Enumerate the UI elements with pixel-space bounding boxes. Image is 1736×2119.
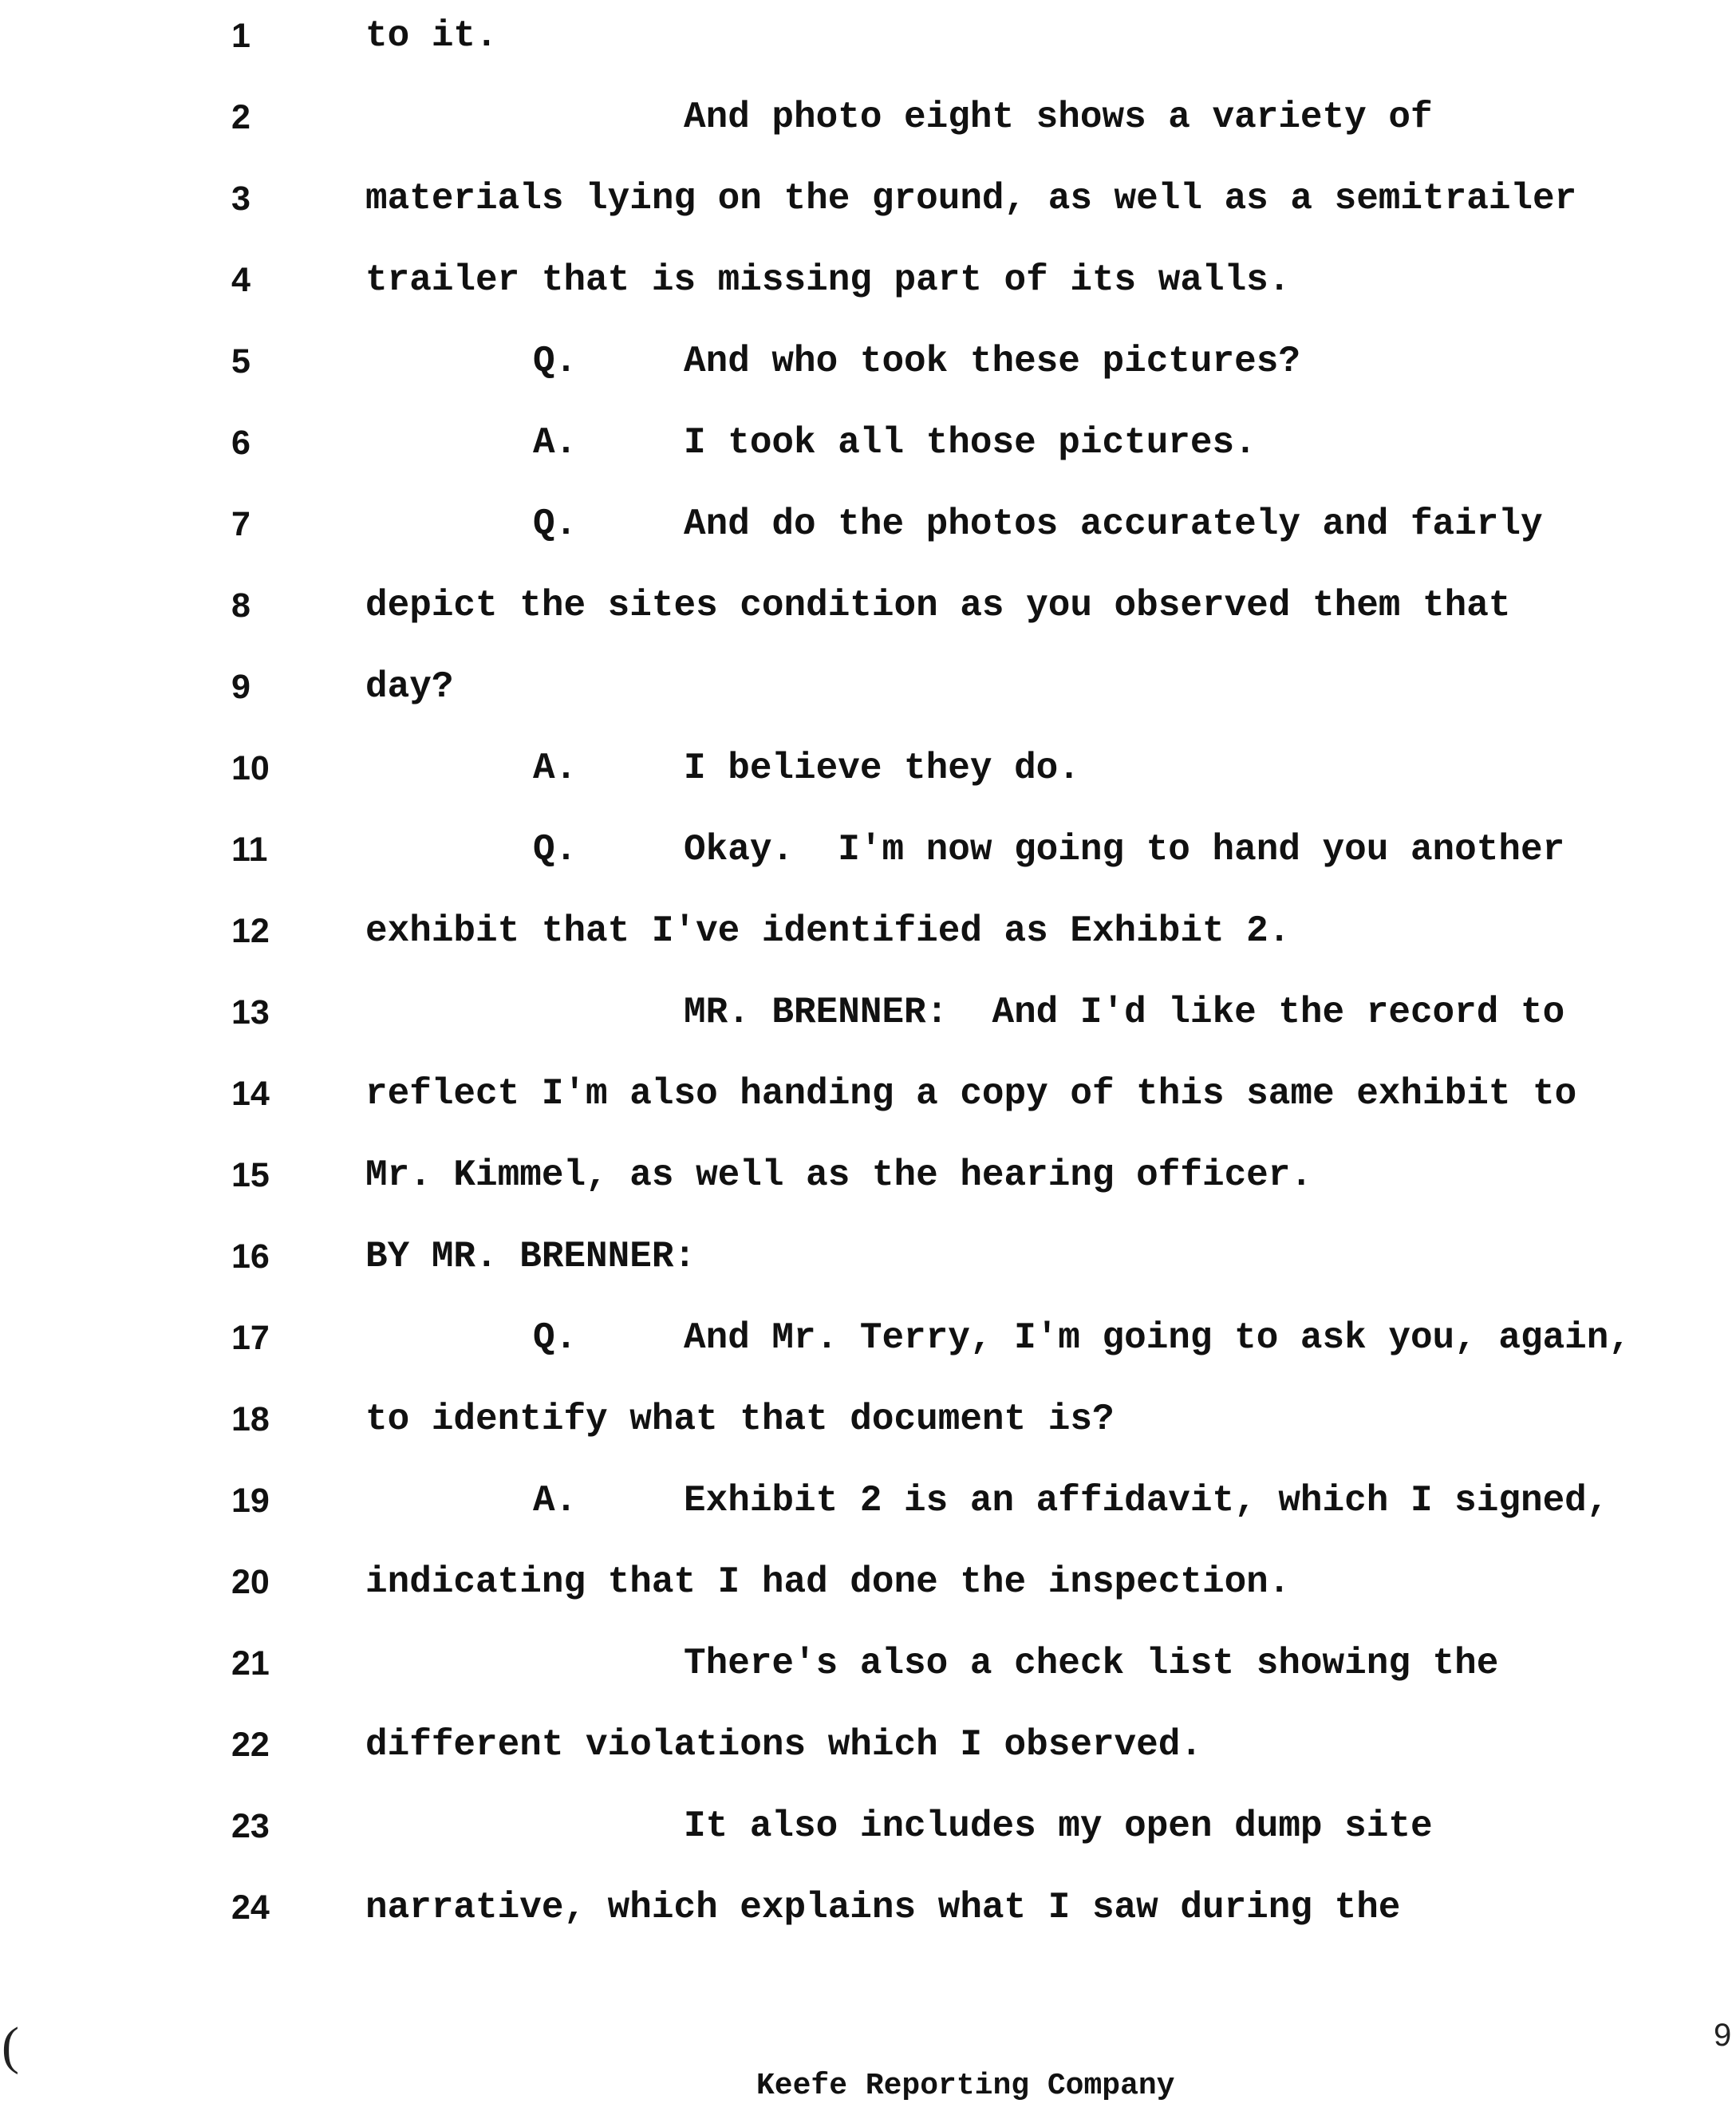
line-text: And who took these pictures?	[684, 341, 1300, 382]
line-text: to it.	[365, 15, 498, 57]
line-number: 14	[231, 1075, 270, 1113]
transcript-line	[0, 1471, 1736, 1553]
transcript-line	[0, 169, 1736, 251]
line-text: And do the photos accurately and fairly	[684, 503, 1543, 545]
line-number: 8	[231, 586, 251, 625]
transcript-line	[0, 6, 1736, 88]
line-number: 23	[231, 1807, 270, 1845]
line-text: reflect I'm also handing a copy of this same exhibit to	[365, 1073, 1577, 1115]
line-text: depict the sites condition as you observed them that	[365, 585, 1511, 626]
margin-parenthesis: (	[2, 2017, 19, 2075]
line-number: 6	[231, 424, 251, 462]
line-number: 22	[231, 1726, 270, 1764]
line-text: Okay. I'm now going to hand you another	[684, 829, 1565, 870]
line-text: I took all those pictures.	[684, 422, 1257, 464]
transcript-line	[0, 739, 1736, 820]
line-text: different violations which I observed.	[365, 1724, 1202, 1766]
speaker-label: Q.	[533, 503, 578, 545]
line-text: to identify what that document is?	[365, 1399, 1115, 1440]
line-number: 9	[231, 668, 251, 706]
line-text: narrative, which explains what I saw during the	[365, 1887, 1401, 1928]
line-text: trailer that is missing part of its walls.	[365, 259, 1291, 301]
transcript-line	[0, 332, 1736, 413]
line-text: exhibit that I've identified as Exhibit 2.	[365, 910, 1291, 952]
transcript-line	[0, 1553, 1736, 1634]
line-number: 17	[231, 1319, 270, 1357]
transcript-line	[0, 413, 1736, 495]
transcript-line	[0, 1715, 1736, 1797]
speaker-label: A.	[533, 1480, 578, 1521]
transcript-line	[0, 576, 1736, 657]
transcript-line	[0, 657, 1736, 739]
line-number: 11	[231, 831, 268, 869]
line-number: 3	[231, 180, 251, 218]
line-number: 15	[231, 1156, 270, 1194]
transcript-line	[0, 902, 1736, 983]
line-number: 19	[231, 1482, 270, 1520]
line-text: materials lying on the ground, as well as a semitrailer	[365, 178, 1577, 219]
line-text: indicating that I had done the inspection.	[365, 1561, 1291, 1603]
transcript-line	[0, 1634, 1736, 1715]
line-number: 20	[231, 1563, 270, 1601]
transcript-line	[0, 88, 1736, 169]
transcript-line	[0, 1146, 1736, 1227]
speaker-label: Q.	[533, 829, 578, 870]
line-text: MR. BRENNER: And I'd like the record to	[684, 992, 1565, 1033]
line-number: 21	[231, 1644, 270, 1683]
transcript-line	[0, 1227, 1736, 1308]
line-number: 10	[231, 749, 270, 787]
line-text: I believe they do.	[684, 748, 1080, 789]
speaker-label: A.	[533, 748, 578, 789]
transcript-line	[0, 1390, 1736, 1471]
transcript-line	[0, 1308, 1736, 1390]
line-text: And Mr. Terry, I'm going to ask you, again,	[684, 1317, 1631, 1359]
speaker-label: Q.	[533, 341, 578, 382]
transcript-line	[0, 495, 1736, 576]
line-text: day?	[365, 666, 454, 708]
line-number: 2	[231, 98, 251, 136]
line-text: And photo eight shows a variety of	[684, 97, 1433, 138]
line-text: There's also a check list showing the	[684, 1643, 1499, 1684]
line-number: 12	[231, 912, 270, 950]
transcript-line	[0, 1797, 1736, 1878]
line-text: BY MR. BRENNER:	[365, 1236, 696, 1277]
line-number: 16	[231, 1237, 270, 1276]
line-number: 13	[231, 993, 270, 1032]
transcript-line	[0, 251, 1736, 332]
line-number: 24	[231, 1888, 270, 1927]
page-number: 9	[1714, 2018, 1732, 2053]
line-text: Mr. Kimmel, as well as the hearing officer.	[365, 1154, 1312, 1196]
transcript-line	[0, 1878, 1736, 1959]
line-text: It also includes my open dump site	[684, 1805, 1433, 1847]
line-text: Exhibit 2 is an affidavit, which I signed,	[684, 1480, 1609, 1521]
line-number: 18	[231, 1400, 270, 1438]
transcript-line	[0, 1064, 1736, 1146]
speaker-label: Q.	[533, 1317, 578, 1359]
line-number: 1	[231, 17, 251, 55]
footer-company-name: Keefe Reporting Company	[756, 2069, 1175, 2103]
line-number: 7	[231, 505, 251, 543]
line-number: 4	[231, 261, 251, 299]
transcript-line	[0, 983, 1736, 1064]
transcript-line	[0, 820, 1736, 902]
line-number: 5	[231, 342, 251, 381]
speaker-label: A.	[533, 422, 578, 464]
